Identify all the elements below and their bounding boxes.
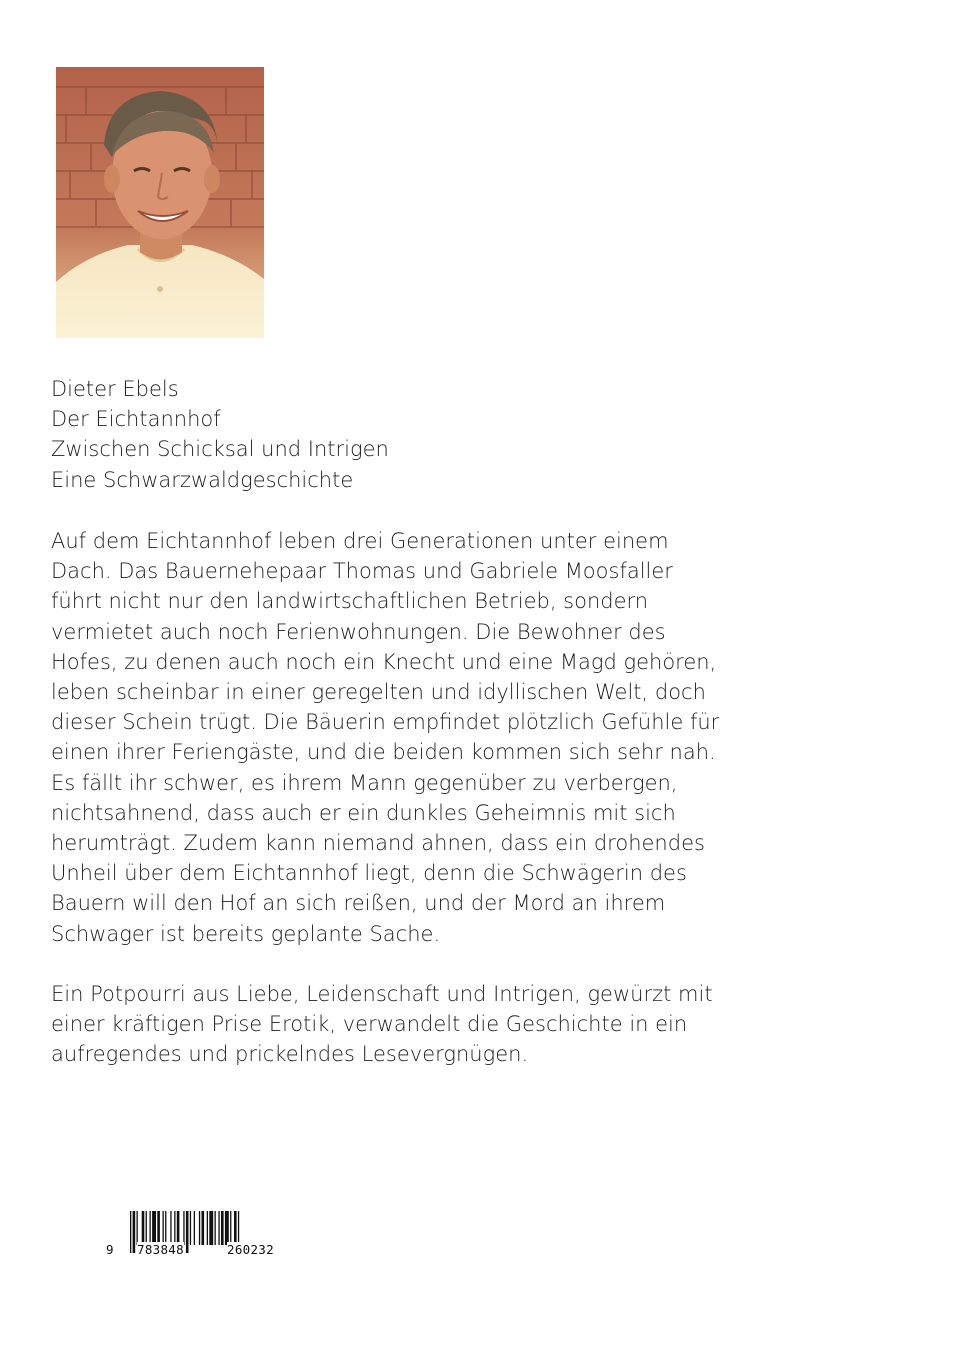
barcode-bar [174,1211,175,1245]
blurb-line: einen ihrer Feriengäste, und die beiden kommen sich sehr nah. [51,740,716,765]
book-series: Eine Schwarzwaldgeschichte [51,467,354,492]
barcode-bar [209,1211,213,1245]
barcode-right-digits: 260232 [227,1242,274,1257]
barcode-bar [150,1211,151,1245]
barcode-bar [183,1211,184,1245]
blurb-line: einer kräftigen Prise Erotik, verwandelt die Geschichte in ein [51,1012,688,1037]
barcode-bar [215,1211,216,1245]
author-name: Dieter Ebels [51,377,179,401]
barcode-bar [146,1211,147,1245]
barcode-bar [137,1211,138,1245]
blurb-line: leben scheinbar in einer geregelten und idyllischen Welt, doch [51,680,706,705]
blurb-line: nichtsahnend, dass auch er ein dunkles Geheimnis mit sich [51,800,676,825]
book-title: Der Eichtannhof [51,407,221,432]
barcode-bar [152,1211,156,1245]
author-portrait-photo [56,67,264,338]
barcode-bar [157,1211,160,1245]
barcode-bar [199,1211,200,1245]
isbn-barcode [106,1211,296,1261]
barcode-bar [186,1211,189,1253]
blurb-line: Ein Potpourri aus Liebe, Leidenschaft und Intrigen, gewürzt mit [51,982,713,1007]
book-blurb [51,526,791,1100]
blurb-paragraph-1 [51,526,791,949]
barcode-left-digits: 783848 [137,1242,184,1257]
book-subtitle: Zwischen Schicksal und Intrigen [51,437,389,462]
blurb-line: vermietet auch noch Ferienwohnungen. Die Bewohner des [51,619,666,644]
barcode-bar [218,1211,219,1245]
blurb-line: Hofes, zu denen auch noch ein Knecht und eine Magd gehören, [51,649,717,674]
blurb-line: herumträgt. Zudem kann niemand ahnen, dass ein drohendes [51,831,705,856]
barcode-bar [170,1211,171,1245]
blurb-line: Bauern will den Hof an sich reißen, und der Mord an ihrem [51,891,666,916]
blurb-line: aufregendes und prickelndes Lesevergnügen. [51,1042,529,1067]
barcode-bar [165,1211,166,1245]
barcode-bar [207,1211,208,1245]
blurb-line: dieser Schein trügt. Die Bäuerin empfindet plötzlich Gefühle für [51,710,720,735]
barcode-bar [202,1211,205,1245]
barcode-bar [163,1211,164,1245]
blurb-line: führt nicht nur den landwirtschaftlichen Betrieb, sondern [51,589,649,614]
blurb-line: Unheil über dem Eichtannhof liegt, denn die Schwägerin des [51,861,687,886]
barcode-bar [177,1211,180,1245]
barcode-bar [194,1211,195,1245]
blurb-line: Auf dem Eichtannhof leben drei Generationen unter einem [51,529,669,553]
barcode-bar [133,1211,136,1253]
barcode-bar [221,1211,224,1245]
barcode-lead-digit: 9 [106,1242,114,1257]
blurb-line: Es fällt ihr schwer, es ihrem Mann gegenüber zu verbergen, [51,770,678,795]
barcode-bar [142,1211,145,1245]
author-photo [56,67,264,338]
blurb-line: Dach. Das Bauernehepaar Thomas und Gabriele Moosfaller [51,559,673,584]
blurb-line: Schwager ist bereits geplante Sache. [51,921,441,946]
barcode-bar [190,1211,191,1245]
book-meta [51,374,771,495]
barcode-bar [234,1211,237,1245]
barcode-bar [225,1211,229,1245]
barcode-bar [230,1211,231,1245]
barcode-bar [130,1211,131,1253]
blurb-paragraph-2 [51,979,791,1070]
